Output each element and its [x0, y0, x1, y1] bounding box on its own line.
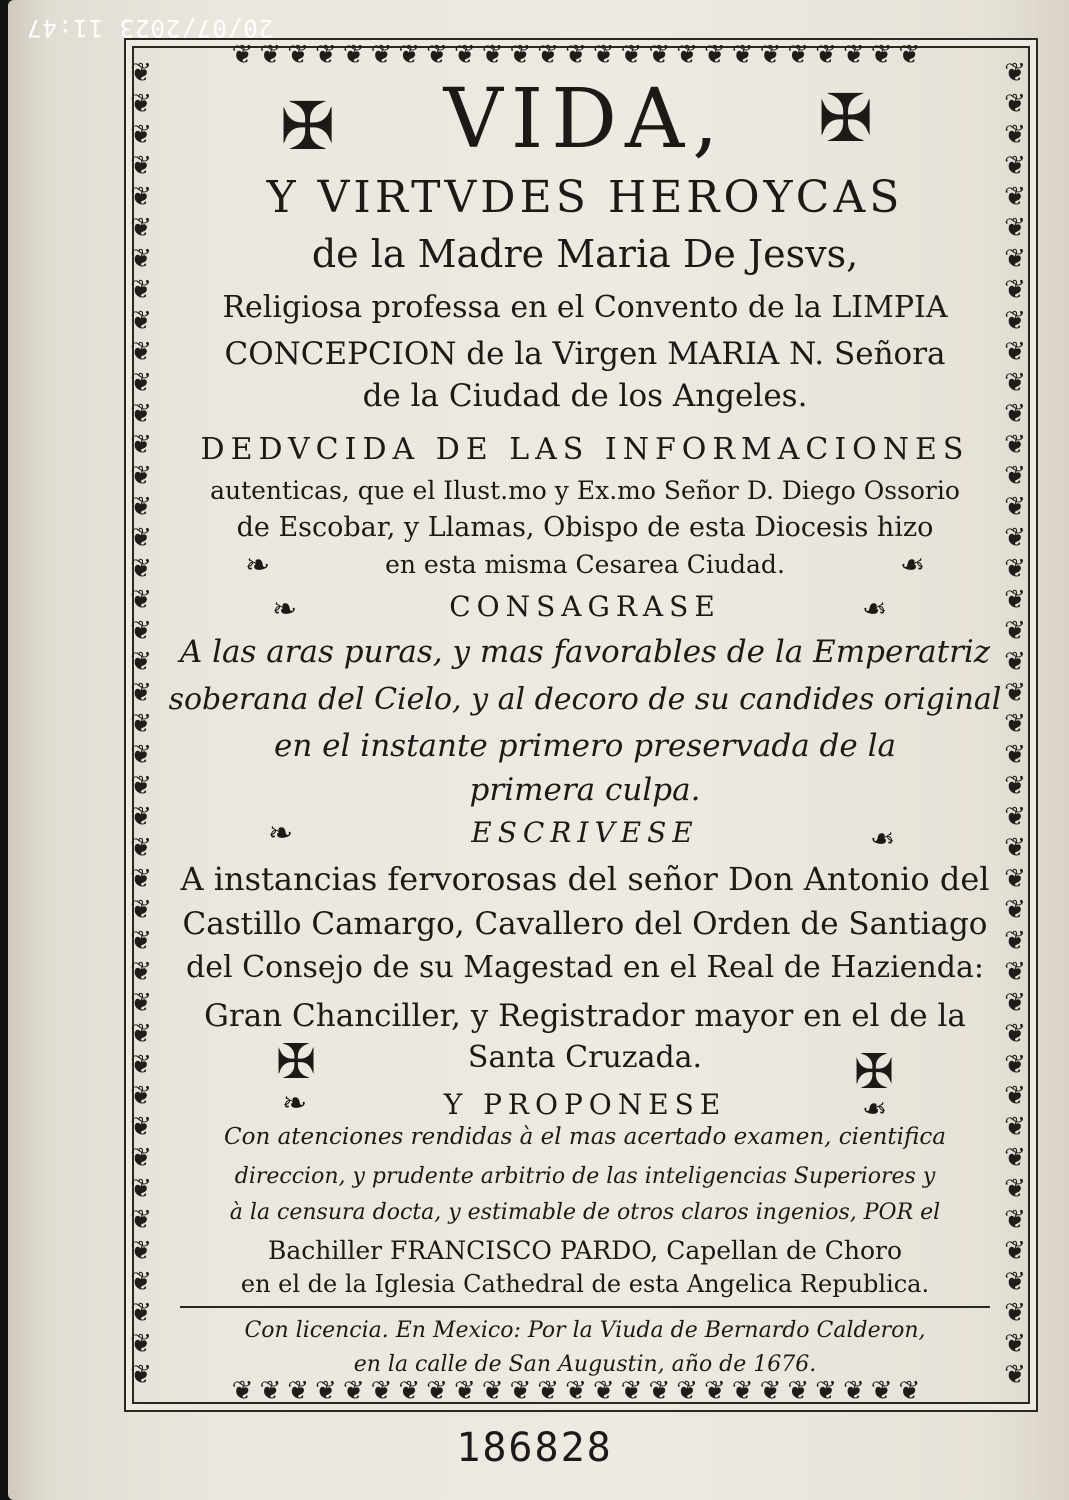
bottom-fleuron-row: ❦❦❦❦❦❦❦❦❦❦❦❦❦❦❦❦❦❦❦❦❦❦❦❦❦: [231, 1376, 927, 1406]
flourish-right-3-icon: ❧: [870, 822, 896, 857]
cross-small-left-icon: ✠: [276, 1034, 317, 1090]
flourish-right-2-icon: ❧: [862, 592, 888, 627]
title-madre: de la Madre Maria De Jesvs,: [311, 232, 859, 276]
title-ciudad: de la Ciudad de los Angeles.: [362, 378, 808, 414]
escrivese-line-3: del Consejo de su Magestad en el Real de Hazienda:: [186, 950, 984, 985]
left-fleuron-column: ❦❦❦❦❦❦❦❦❦❦❦❦❦❦❦❦❦❦❦❦❦❦❦❦❦❦❦❦❦❦❦❦❦❦❦❦❦❦❦❦❦❦❦: [130, 58, 152, 1388]
right-fleuron-column: ❦❦❦❦❦❦❦❦❦❦❦❦❦❦❦❦❦❦❦❦❦❦❦❦❦❦❦❦❦❦❦❦❦❦❦❦❦❦❦❦❦❦❦: [1004, 58, 1026, 1388]
consagrase-line-4: primera culpa.: [469, 772, 701, 808]
flourish-left-4-icon: ❧: [282, 1086, 308, 1121]
escrivese-line-5: Santa Cruzada.: [467, 1040, 703, 1075]
imprint-line-1: Con licencia. En Mexico: Por la Viuda de Bernardo Calderon,: [244, 1318, 926, 1343]
imprint-line-2: en la calle de San Augustin, año de 1676.: [353, 1352, 817, 1377]
top-fleuron-row: ❦❦❦❦❦❦❦❦❦❦❦❦❦❦❦❦❦❦❦❦❦❦❦❦❦: [231, 40, 927, 70]
flourish-left-3-icon: ❧: [268, 816, 294, 851]
shelf-number-stamp: 186828: [456, 1425, 613, 1471]
title-concepcion: CONCEPCION de la Virgen MARIA N. Señora: [224, 336, 946, 372]
title-vida: VIDA,: [443, 72, 727, 167]
proponese-line-4: Bachiller FRANCISCO PARDO, Capellan de Choro: [267, 1236, 903, 1265]
proponese-line-2: direccion, y prudente arbitrio de las inteligencias Superiores y: [234, 1164, 936, 1189]
cross-small-right-icon: ✠: [854, 1044, 895, 1100]
flourish-left-1-icon: ❧: [245, 548, 271, 583]
escrivese-line-1: A instancias fervorosas del señor Don Antonio del: [180, 860, 990, 898]
cross-right-icon: ✠: [818, 80, 874, 157]
proponese-line-3: à la censura docta, y estimable de otros claros ingenios, POR el: [229, 1200, 941, 1225]
cross-left-icon: ✠: [280, 88, 336, 165]
title-virtudes: Y VIRTVDES HEROYCAS: [266, 172, 904, 223]
consagrase-line-1: A las aras puras, y mas favorables de la Emperatriz: [179, 634, 991, 670]
consagrase-line-2: soberana del Cielo, y al decoro de su candides original: [168, 682, 1002, 717]
flourish-left-2-icon: ❧: [272, 592, 298, 627]
consagrase-line-3: en el instante primero preservada de la: [274, 728, 896, 764]
proponese-heading: Y PROPONESE: [443, 1088, 727, 1121]
flourish-right-4-icon: ❧: [862, 1092, 888, 1127]
consagrase-heading: CONSAGRASE: [449, 590, 721, 623]
deducida-heading: DEDVCIDA DE LAS INFORMACIONES: [200, 432, 970, 467]
proponese-line-5: en el de la Iglesia Cathedral de esta Angelica Republica.: [240, 1270, 930, 1298]
deducida-line-3: en esta misma Cesarea Ciudad.: [385, 550, 785, 579]
flourish-right-1-icon: ❧: [900, 548, 926, 583]
escrivese-line-4: Gran Chanciller, y Registrador mayor en el de la: [204, 998, 966, 1034]
imprint-rule: [180, 1306, 990, 1308]
page-left-edge: [0, 0, 8, 1500]
escrivese-heading: ESCRIVESE: [471, 816, 699, 849]
photo-timestamp: 20/07/2023 11:47: [26, 14, 274, 42]
escrivese-line-2: Castillo Camargo, Cavallero del Orden de Santiago: [182, 906, 988, 942]
proponese-line-1: Con atenciones rendidas à el mas acertado examen, cientifica: [224, 1124, 946, 1150]
deducida-line-1: autenticas, que el Ilust.mo y Ex.mo Señor D. Diego Ossorio: [210, 476, 960, 505]
deducida-line-2: de Escobar, y Llamas, Obispo de esta Diocesis hizo: [236, 512, 934, 543]
title-religiosa: Religiosa professa en el Convento de la LIMPIA: [222, 290, 948, 325]
